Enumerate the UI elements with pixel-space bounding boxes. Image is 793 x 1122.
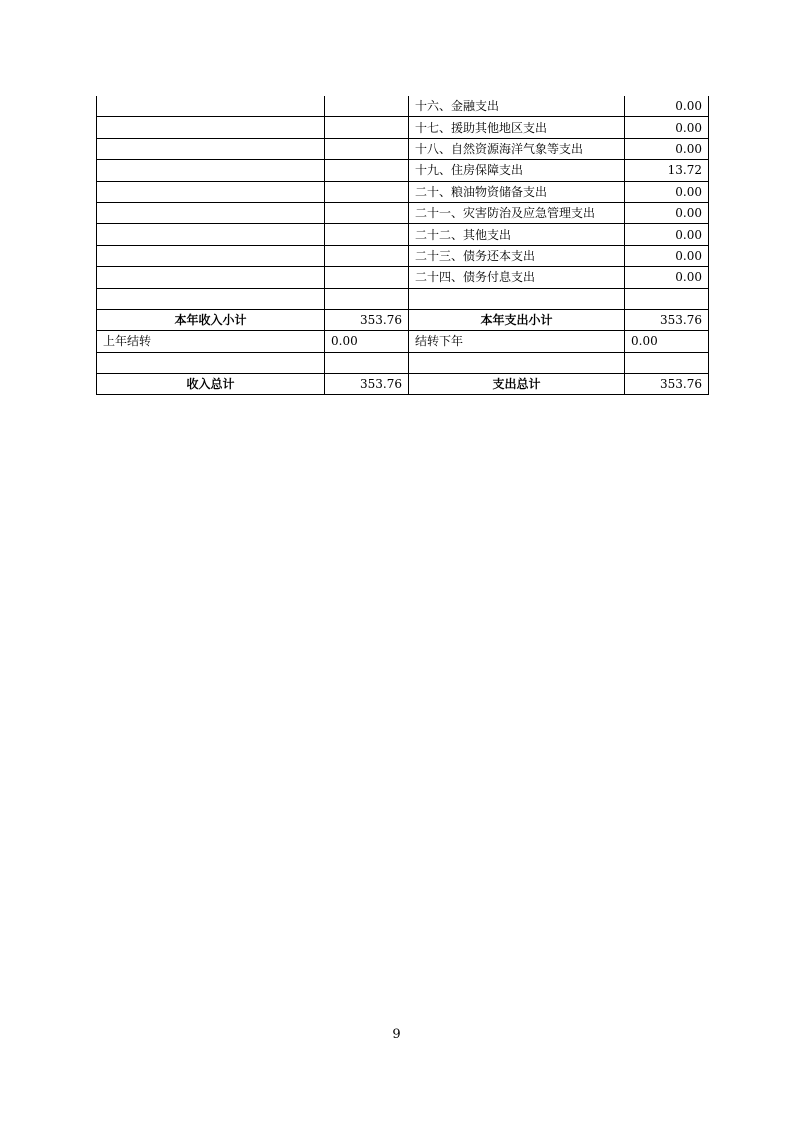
empty-row (97, 288, 709, 309)
table-row (97, 224, 709, 245)
income-value-cell (325, 160, 409, 181)
income-item-cell (97, 181, 325, 202)
income-value-cell (325, 224, 409, 245)
page-number: 9 (392, 1027, 401, 1042)
expense-value-cell: 0.00 (625, 117, 709, 138)
expense-value-cell: 13.72 (625, 160, 709, 181)
table-row (97, 160, 709, 181)
subtotal-row (97, 309, 709, 330)
table-body (97, 96, 709, 395)
expense-item-cell: 二十、粮油物资储备支出 (409, 181, 625, 202)
empty-cell (409, 352, 625, 373)
income-expense-table (96, 96, 709, 395)
table-row (97, 181, 709, 202)
income-item-cell (97, 202, 325, 223)
expense-item-cell: 二十二、其他支出 (409, 224, 625, 245)
expense-item-cell: 二十三、债务还本支出 (409, 245, 625, 266)
expense-carryover-value: 0.00 (625, 331, 709, 352)
income-value-cell (325, 267, 409, 288)
table-row (97, 117, 709, 138)
income-value-cell (325, 202, 409, 223)
empty-cell (625, 352, 709, 373)
empty-cell (625, 288, 709, 309)
income-subtotal-label: 本年收入小计 (97, 309, 325, 330)
income-carryover-value: 0.00 (325, 331, 409, 352)
expense-item-cell: 十九、住房保障支出 (409, 160, 625, 181)
income-subtotal-value: 353.76 (325, 309, 409, 330)
income-carryover-label: 上年结转 (97, 331, 325, 352)
income-total-value: 353.76 (325, 374, 409, 395)
income-value-cell (325, 117, 409, 138)
expense-carryover-label: 结转下年 (409, 331, 625, 352)
income-value-cell (325, 245, 409, 266)
expense-subtotal-label: 本年支出小计 (409, 309, 625, 330)
income-item-cell (97, 245, 325, 266)
income-value-cell (325, 96, 409, 117)
empty-cell (409, 288, 625, 309)
total-row (97, 374, 709, 395)
table-row (97, 267, 709, 288)
expense-item-cell: 十八、自然资源海洋气象等支出 (409, 138, 625, 159)
expense-value-cell: 0.00 (625, 138, 709, 159)
expense-value-cell: 0.00 (625, 96, 709, 117)
income-total-label: 收入总计 (97, 374, 325, 395)
expense-total-label: 支出总计 (409, 374, 625, 395)
expense-subtotal-value: 353.76 (625, 309, 709, 330)
expense-value-cell: 0.00 (625, 267, 709, 288)
income-item-cell (97, 96, 325, 117)
table-row (97, 245, 709, 266)
income-value-cell (325, 181, 409, 202)
expense-item-cell: 十七、援助其他地区支出 (409, 117, 625, 138)
empty-cell (97, 352, 325, 373)
expense-value-cell: 0.00 (625, 202, 709, 223)
expense-item-cell: 二十一、灾害防治及应急管理支出 (409, 202, 625, 223)
empty-cell (325, 288, 409, 309)
income-item-cell (97, 138, 325, 159)
budget-table-section (96, 96, 708, 395)
expense-item-cell: 二十四、债务付息支出 (409, 267, 625, 288)
expense-value-cell: 0.00 (625, 181, 709, 202)
expense-value-cell: 0.00 (625, 245, 709, 266)
table-row (97, 96, 709, 117)
table-row (97, 138, 709, 159)
income-item-cell (97, 117, 325, 138)
table-row (97, 202, 709, 223)
carryover-row (97, 331, 709, 352)
expense-value-cell: 0.00 (625, 224, 709, 245)
income-item-cell (97, 267, 325, 288)
empty-row (97, 352, 709, 373)
income-item-cell (97, 160, 325, 181)
expense-total-value: 353.76 (625, 374, 709, 395)
income-item-cell (97, 224, 325, 245)
income-value-cell (325, 138, 409, 159)
empty-cell (97, 288, 325, 309)
expense-item-cell: 十六、金融支出 (409, 96, 625, 117)
empty-cell (325, 352, 409, 373)
